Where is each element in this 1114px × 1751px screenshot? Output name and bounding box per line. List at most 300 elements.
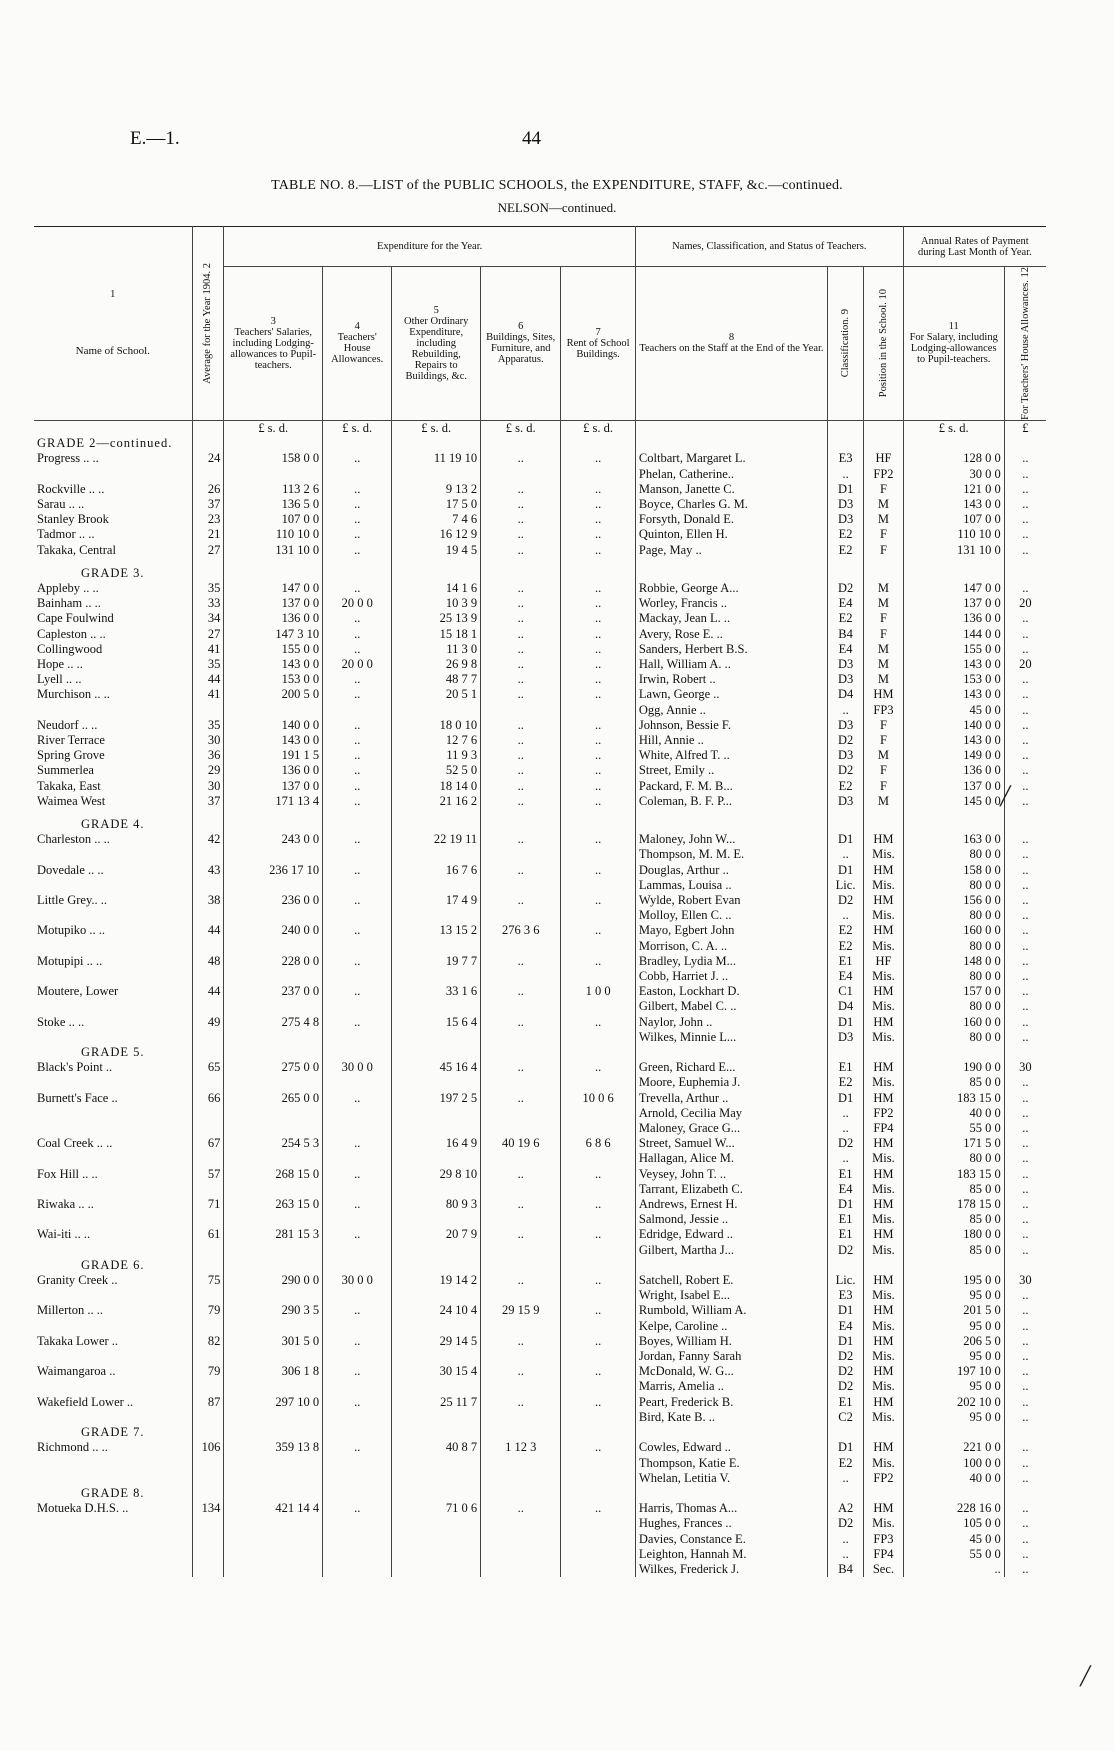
empty-cell	[34, 809, 192, 817]
empty-cell	[224, 1258, 323, 1273]
classification-cell: D1	[827, 1015, 863, 1030]
empty-cell	[323, 1425, 392, 1440]
salaries-cell: 143 0 0	[224, 657, 323, 672]
position-cell: Mis.	[864, 1075, 904, 1090]
rent-cell: ..	[561, 733, 636, 748]
classification-cell: D1	[827, 1303, 863, 1318]
grade-row	[34, 1486, 1046, 1501]
classification-cell: D4	[827, 999, 863, 1014]
buildings-cell: ..	[481, 954, 561, 969]
classification-cell: E2	[827, 611, 863, 626]
header-name-label: Name of School.	[75, 345, 150, 358]
empty-cell	[224, 558, 323, 566]
empty-cell	[635, 1425, 827, 1440]
teacher-name-cell: Coltbart, Margaret L.	[635, 451, 827, 466]
school-name-cell: Fox Hill .. ..	[34, 1167, 192, 1182]
house-rate-cell: ..	[1022, 1349, 1029, 1364]
empty-cell	[192, 1471, 224, 1486]
page-header	[0, 128, 1114, 152]
teacher-name-cell: Hill, Annie ..	[635, 733, 827, 748]
rent-cell: ..	[561, 1227, 636, 1242]
salary-rate-cell: 163 0 0	[903, 832, 1004, 847]
empty-cell	[864, 558, 904, 566]
grade-heading: GRADE 6.	[34, 1258, 192, 1273]
school-row	[34, 581, 1046, 596]
units-cell-name	[34, 420, 192, 436]
teacher-name-cell: Wylde, Robert Evan	[635, 893, 827, 908]
empty-cell	[224, 566, 323, 581]
position-cell: Mis.	[864, 908, 904, 923]
rent-cell: ..	[561, 581, 636, 596]
empty-cell	[192, 467, 224, 482]
empty-cell	[323, 1030, 392, 1045]
empty-cell	[34, 908, 192, 923]
average-cell: 134	[192, 1501, 224, 1516]
classification-cell: B4	[827, 1562, 863, 1577]
empty-cell	[192, 1319, 224, 1334]
salaries-cell: 275 0 0	[224, 1060, 323, 1075]
house-rate-cell: ..	[1022, 1379, 1029, 1394]
salaries-cell: 254 5 3	[224, 1136, 323, 1151]
average-cell: 37	[192, 794, 224, 809]
school-row	[34, 672, 1046, 687]
empty-cell	[481, 1075, 561, 1090]
teacher-name-cell: Hallagan, Alice M.	[635, 1151, 827, 1166]
salary-rate-cell: 197 10 0	[903, 1364, 1004, 1379]
grade-heading: GRADE 7.	[34, 1425, 192, 1440]
position-cell: HM	[864, 863, 904, 878]
house-allowance-cell: ..	[323, 1015, 392, 1030]
empty-cell	[561, 1425, 636, 1440]
empty-cell	[323, 436, 392, 451]
empty-cell	[192, 1258, 224, 1273]
empty-cell	[192, 817, 224, 832]
position-cell: HM	[864, 1273, 904, 1288]
empty-cell	[323, 1532, 392, 1547]
house-rate-cell: ..	[1022, 542, 1029, 557]
house-rate-cell: ..	[1022, 626, 1029, 641]
teacher-name-cell: White, Alfred T. ..	[635, 748, 827, 763]
empty-cell	[323, 1516, 392, 1531]
empty-cell	[192, 1045, 224, 1060]
school-row	[34, 527, 1046, 542]
empty-cell	[481, 847, 561, 862]
house-allowance-cell: ..	[323, 1501, 392, 1516]
buildings-cell: ..	[481, 1501, 561, 1516]
empty-cell	[323, 1212, 392, 1227]
salary-rate-cell: 140 0 0	[903, 718, 1004, 733]
buildings-cell: 29 15 9	[481, 1303, 561, 1318]
teacher-name-cell: Rumbold, William A.	[635, 1303, 827, 1318]
rent-cell: ..	[561, 687, 636, 702]
position-cell: Mis.	[864, 1379, 904, 1394]
house-rate-cell: ..	[1022, 717, 1029, 732]
position-cell: M	[864, 512, 904, 527]
empty-cell	[34, 1379, 192, 1394]
rent-cell: ..	[561, 1395, 636, 1410]
other-expenditure-cell: 15 6 4	[392, 1015, 481, 1030]
salary-rate-cell: ..	[903, 1562, 1004, 1577]
rent-cell: 6 8 6	[561, 1136, 636, 1151]
house-rate-cell: ..	[1022, 1166, 1029, 1181]
teacher-row	[34, 878, 1046, 893]
position-cell: Mis.	[864, 1030, 904, 1045]
empty-cell	[224, 1562, 323, 1577]
empty-cell	[323, 1106, 392, 1121]
classification-cell: E2	[827, 1075, 863, 1090]
buildings-cell: ..	[481, 596, 561, 611]
empty-cell	[323, 1075, 392, 1090]
empty-cell	[561, 436, 636, 451]
salary-rate-cell: 202 10 0	[903, 1395, 1004, 1410]
rent-cell: ..	[561, 1501, 636, 1516]
salary-rate-cell: 137 0 0	[903, 596, 1004, 611]
position-cell: HM	[864, 984, 904, 999]
classification-cell: ..	[827, 1121, 863, 1136]
salary-rate-cell: 95 0 0	[903, 1349, 1004, 1364]
empty-cell	[192, 999, 224, 1014]
empty-cell	[1004, 436, 1046, 451]
empty-cell	[224, 1486, 323, 1501]
salary-rate-cell: 85 0 0	[903, 1075, 1004, 1090]
teacher-name-cell: Moore, Euphemia J.	[635, 1075, 827, 1090]
buildings-cell: ..	[481, 779, 561, 794]
teacher-name-cell: Robbie, George A...	[635, 581, 827, 596]
header-name-of-school	[34, 227, 192, 421]
rent-cell: ..	[561, 893, 636, 908]
rent-cell: ..	[561, 527, 636, 542]
empty-cell	[392, 969, 481, 984]
empty-cell	[827, 1425, 863, 1440]
empty-cell	[827, 1258, 863, 1273]
teacher-name-cell: Forsyth, Donald E.	[635, 512, 827, 527]
teacher-name-cell: Worley, Francis ..	[635, 596, 827, 611]
empty-cell	[392, 1045, 481, 1060]
header-pay-group: Annual Rates of Payment during Last Month of Year.	[903, 227, 1046, 267]
other-expenditure-cell: 15 18 1	[392, 627, 481, 642]
rent-cell: ..	[561, 763, 636, 778]
teacher-name-cell: Green, Richard E...	[635, 1060, 827, 1075]
salary-rate-cell: 95 0 0	[903, 1410, 1004, 1425]
rent-cell: ..	[561, 794, 636, 809]
buildings-cell: ..	[481, 611, 561, 626]
classification-cell: ..	[827, 1106, 863, 1121]
rent-cell: ..	[561, 954, 636, 969]
salary-rate-cell: 45 0 0	[903, 1532, 1004, 1547]
empty-cell	[561, 558, 636, 566]
school-name-cell: Takaka, East	[34, 779, 192, 794]
teacher-name-cell: Gilbert, Mabel C. ..	[635, 999, 827, 1014]
rent-cell: ..	[561, 1303, 636, 1318]
empty-cell	[323, 817, 392, 832]
empty-cell	[392, 1379, 481, 1394]
school-row	[34, 1364, 1046, 1379]
empty-cell	[323, 969, 392, 984]
house-rate-cell: ..	[1022, 1029, 1029, 1044]
classification-cell: B4	[827, 627, 863, 642]
spacer-row	[34, 809, 1046, 817]
teacher-name-cell: Coleman, B. F. P...	[635, 794, 827, 809]
empty-cell	[392, 1486, 481, 1501]
empty-cell	[34, 1562, 192, 1577]
teacher-name-cell: Wilkes, Minnie L...	[635, 1030, 827, 1045]
empty-cell	[224, 1319, 323, 1334]
empty-cell	[481, 1106, 561, 1121]
rent-cell: 10 0 6	[561, 1091, 636, 1106]
house-rate-cell: ..	[1022, 1303, 1029, 1318]
empty-cell	[192, 878, 224, 893]
classification-cell: D3	[827, 718, 863, 733]
other-expenditure-cell: 9 13 2	[392, 482, 481, 497]
empty-cell	[392, 1562, 481, 1577]
salaries-cell: 147 0 0	[224, 581, 323, 596]
salaries-cell: 137 0 0	[224, 779, 323, 794]
rent-cell: ..	[561, 482, 636, 497]
empty-cell	[224, 1106, 323, 1121]
salary-rate-cell: 107 0 0	[903, 512, 1004, 527]
teacher-name-cell: Lammas, Louisa ..	[635, 878, 827, 893]
page-number: 44	[522, 128, 541, 149]
empty-cell	[224, 1212, 323, 1227]
school-row	[34, 1197, 1046, 1212]
empty-cell	[481, 1258, 561, 1273]
empty-cell	[192, 1075, 224, 1090]
salaries-cell: 290 3 5	[224, 1303, 323, 1318]
salary-rate-cell: 30 0 0	[903, 467, 1004, 482]
house-rate-cell: ..	[1022, 1546, 1029, 1561]
house-allowance-cell: ..	[323, 1440, 392, 1455]
house-rate-cell: ..	[1022, 1227, 1029, 1242]
school-name-cell: Progress .. ..	[34, 451, 192, 466]
header-house-rate-label: For Teachers' House Allowances. 12	[1019, 267, 1031, 420]
teacher-name-cell: Edridge, Edward ..	[635, 1227, 827, 1242]
units-cell-class	[827, 420, 863, 436]
classification-cell: D2	[827, 893, 863, 908]
teacher-name-cell: Sanders, Herbert B.S.	[635, 642, 827, 657]
units-house: £ s. d.	[323, 420, 392, 436]
house-rate-cell: ..	[1022, 1333, 1029, 1348]
empty-cell	[481, 1425, 561, 1440]
header-salaries	[224, 267, 323, 421]
buildings-cell: ..	[481, 527, 561, 542]
teacher-name-cell: Maloney, Grace G...	[635, 1121, 827, 1136]
empty-cell	[34, 1410, 192, 1425]
house-rate-cell: ..	[1022, 702, 1029, 717]
rent-cell: ..	[561, 923, 636, 938]
salary-rate-cell: 145 0 0	[903, 794, 1004, 809]
teacher-row	[34, 939, 1046, 954]
units-other: £ s. d.	[392, 420, 481, 436]
buildings-cell: ..	[481, 672, 561, 687]
empty-cell	[827, 1486, 863, 1501]
empty-cell	[192, 1379, 224, 1394]
salaries-cell: 263 15 0	[224, 1197, 323, 1212]
classification-cell: E1	[827, 1060, 863, 1075]
empty-cell	[481, 1410, 561, 1425]
position-cell: FP2	[864, 467, 904, 482]
classification-cell: ..	[827, 908, 863, 923]
empty-cell	[903, 1258, 1004, 1273]
position-cell: Mis.	[864, 1456, 904, 1471]
empty-cell	[392, 1319, 481, 1334]
header-teachers	[635, 267, 827, 421]
school-name-cell: Motupiko .. ..	[34, 923, 192, 938]
empty-cell	[224, 999, 323, 1014]
salary-rate-cell: 228 16 0	[903, 1501, 1004, 1516]
position-cell: F	[864, 527, 904, 542]
empty-cell	[561, 1319, 636, 1334]
teacher-row	[34, 847, 1046, 862]
position-cell: HM	[864, 1136, 904, 1151]
salary-rate-cell: 95 0 0	[903, 1319, 1004, 1334]
other-expenditure-cell: 16 4 9	[392, 1136, 481, 1151]
empty-cell	[481, 1151, 561, 1166]
house-allowance-cell: 30 0 0	[323, 1060, 392, 1075]
house-rate-cell: ..	[1022, 1516, 1029, 1531]
house-allowance-cell: ..	[323, 763, 392, 778]
school-name-cell: Collingwood	[34, 642, 192, 657]
empty-cell	[903, 817, 1004, 832]
classification-cell: E3	[827, 451, 863, 466]
other-expenditure-cell: 19 4 5	[392, 543, 481, 558]
empty-cell	[34, 1243, 192, 1258]
other-expenditure-cell: 11 9 3	[392, 748, 481, 763]
empty-cell	[323, 1151, 392, 1166]
header-house-rate	[1004, 267, 1046, 421]
house-rate-cell: ..	[1022, 1014, 1029, 1029]
position-cell: Mis.	[864, 1349, 904, 1364]
empty-cell	[864, 1045, 904, 1060]
header-col-number-8: 8	[728, 332, 735, 344]
teacher-name-cell: Bradley, Lydia M...	[635, 954, 827, 969]
teacher-name-cell: Thompson, M. M. E.	[635, 847, 827, 862]
empty-cell	[192, 436, 224, 451]
salary-rate-cell: 85 0 0	[903, 1212, 1004, 1227]
classification-cell: D2	[827, 763, 863, 778]
school-row	[34, 642, 1046, 657]
empty-cell	[481, 1212, 561, 1227]
salary-rate-cell: 155 0 0	[903, 642, 1004, 657]
header-rent-label: Rent of School Buildings.	[566, 337, 630, 360]
empty-cell	[392, 436, 481, 451]
empty-cell	[561, 1516, 636, 1531]
other-expenditure-cell: 19 14 2	[392, 1273, 481, 1288]
header-classification	[827, 267, 863, 421]
house-rate-cell: ..	[1022, 687, 1029, 702]
teacher-name-cell: Street, Samuel W...	[635, 1136, 827, 1151]
school-name-cell: Motueka D.H.S. ..	[34, 1501, 192, 1516]
salaries-cell: 265 0 0	[224, 1091, 323, 1106]
house-allowance-cell: 30 0 0	[323, 1273, 392, 1288]
position-cell: F	[864, 733, 904, 748]
header-classification-label: Classification. 9	[840, 309, 852, 378]
position-cell: Mis.	[864, 1243, 904, 1258]
empty-cell	[34, 1106, 192, 1121]
salaries-cell: 136 0 0	[224, 611, 323, 626]
document-reference: E.—1.	[130, 128, 180, 149]
other-expenditure-cell: 33 1 6	[392, 984, 481, 999]
salaries-cell: 297 10 0	[224, 1395, 323, 1410]
empty-cell	[481, 939, 561, 954]
house-rate-cell: ..	[1022, 1501, 1029, 1516]
buildings-cell: ..	[481, 718, 561, 733]
other-expenditure-cell: 13 15 2	[392, 923, 481, 938]
teacher-name-cell: Phelan, Catherine..	[635, 467, 827, 482]
empty-cell	[192, 1516, 224, 1531]
school-name-cell: Millerton .. ..	[34, 1303, 192, 1318]
teacher-name-cell: Boyce, Charles G. M.	[635, 497, 827, 512]
empty-cell	[323, 1471, 392, 1486]
average-cell: 24	[192, 451, 224, 466]
school-row	[34, 763, 1046, 778]
average-cell: 33	[192, 596, 224, 611]
other-expenditure-cell: 197 2 5	[392, 1091, 481, 1106]
salary-rate-cell: 143 0 0	[903, 657, 1004, 672]
buildings-cell: ..	[481, 512, 561, 527]
empty-cell	[392, 1456, 481, 1471]
teacher-row	[34, 1379, 1046, 1394]
empty-cell	[392, 1349, 481, 1364]
buildings-cell: ..	[481, 794, 561, 809]
empty-cell	[323, 1562, 392, 1577]
empty-cell	[323, 1288, 392, 1303]
classification-cell: ..	[827, 1547, 863, 1562]
empty-cell	[481, 1319, 561, 1334]
salaries-cell: 136 5 0	[224, 497, 323, 512]
empty-cell	[192, 1410, 224, 1425]
salaries-cell: 153 0 0	[224, 672, 323, 687]
empty-cell	[1004, 1258, 1046, 1273]
buildings-cell: ..	[481, 1364, 561, 1379]
buildings-cell: ..	[481, 733, 561, 748]
salaries-cell: 200 5 0	[224, 687, 323, 702]
average-cell: 21	[192, 527, 224, 542]
teacher-row	[34, 703, 1046, 718]
empty-cell	[323, 939, 392, 954]
average-cell: 41	[192, 687, 224, 702]
other-expenditure-cell: 17 4 9	[392, 893, 481, 908]
school-row	[34, 611, 1046, 626]
salary-rate-cell: 80 0 0	[903, 1030, 1004, 1045]
average-cell: 106	[192, 1440, 224, 1455]
classification-cell: E4	[827, 596, 863, 611]
other-expenditure-cell: 25 13 9	[392, 611, 481, 626]
empty-cell	[34, 703, 192, 718]
empty-cell	[224, 1288, 323, 1303]
units-salary-rate: £ s. d.	[903, 420, 1004, 436]
empty-cell	[561, 1075, 636, 1090]
average-cell: 41	[192, 642, 224, 657]
empty-cell	[34, 1532, 192, 1547]
position-cell: M	[864, 672, 904, 687]
empty-cell	[392, 1547, 481, 1562]
average-cell: 65	[192, 1060, 224, 1075]
salary-rate-cell: 183 15 0	[903, 1167, 1004, 1182]
school-row	[34, 1167, 1046, 1182]
empty-cell	[561, 817, 636, 832]
house-allowance-cell: ..	[323, 512, 392, 527]
rent-cell: ..	[561, 1364, 636, 1379]
house-allowance-cell: ..	[323, 672, 392, 687]
empty-cell	[1004, 1486, 1046, 1501]
house-rate-cell: ..	[1022, 877, 1029, 892]
empty-cell	[224, 1379, 323, 1394]
position-cell: Sec.	[864, 1562, 904, 1577]
school-row	[34, 923, 1046, 938]
grade-row	[34, 566, 1046, 581]
empty-cell	[392, 1030, 481, 1045]
house-rate-cell: ..	[1022, 1197, 1029, 1212]
